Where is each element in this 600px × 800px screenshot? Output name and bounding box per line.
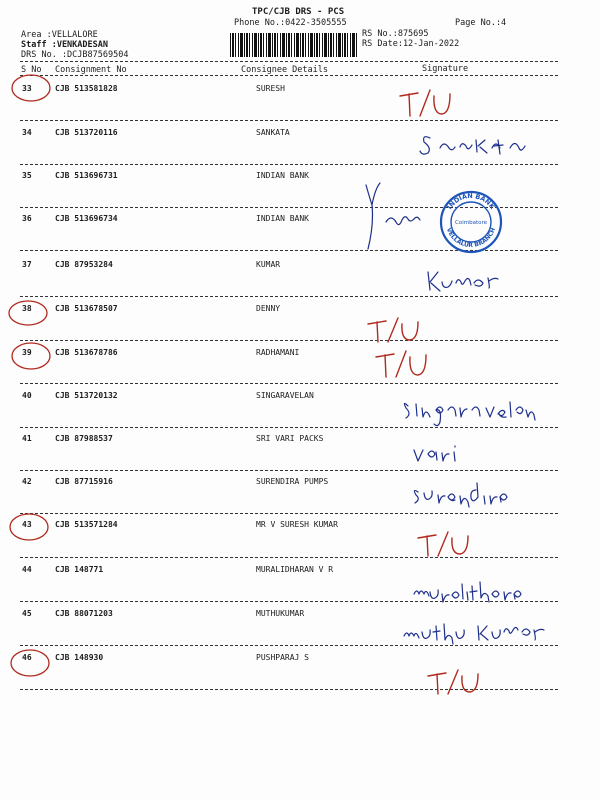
signature-indian-bank: [366, 183, 420, 249]
row-sno: 42: [22, 477, 32, 486]
row-consignment-number: CJB 513678786: [55, 348, 118, 357]
row-consignee-name: MURALIDHARAN V R: [256, 565, 334, 574]
row-consignment-number: CJB 513720116: [55, 128, 118, 137]
tu-mark-row-43: [418, 532, 468, 556]
phone-number: Phone No.:0422-3505555: [234, 18, 347, 28]
barcode: [230, 33, 358, 57]
row-consignment-number: CJB 513696734: [55, 214, 118, 223]
row-consignee-name: INDIAN BANK: [256, 214, 309, 223]
staff-label: Staff :VENKADESAN: [21, 40, 108, 50]
row-consignee-name: KUMAR: [256, 260, 281, 269]
stamp-text-city: Coimbatore: [455, 220, 487, 226]
drs-number: DRS No. :DCJB87569504: [21, 50, 129, 60]
row-divider: [20, 557, 558, 558]
row-consignment-number: CJB 513678507: [55, 304, 118, 313]
column-header-divider: [20, 75, 558, 76]
row-divider: [20, 645, 558, 646]
row-consignment-number: CJB 87988537: [55, 434, 113, 443]
bank-stamp: [441, 192, 501, 252]
row-consignee-name: DENNY: [256, 304, 281, 313]
row-consignee-name: SURENDIRA PUMPS: [256, 477, 329, 486]
row-consignee-name: SURESH: [256, 84, 285, 93]
row-consignment-number: CJB 87953284: [55, 260, 113, 269]
column-header-consignment: Consignment No: [55, 65, 127, 75]
row-divider: [20, 340, 558, 341]
row-consignment-number: CJB 87715916: [55, 477, 113, 486]
row-sno: 40: [22, 391, 32, 400]
signature-kumar: [428, 272, 498, 291]
row-divider: [20, 120, 558, 121]
row-divider: [20, 689, 558, 690]
rs-number: RS No.:875695: [362, 29, 429, 39]
row-sno: 33: [22, 84, 32, 93]
row-consignee-name: SANKATA: [256, 128, 290, 137]
header-divider: [20, 61, 558, 62]
circle-marks: [9, 75, 50, 676]
tu-mark-row-39: [376, 351, 426, 377]
row-sno: 41: [22, 434, 32, 443]
rs-date: RS Date:12-Jan-2022: [362, 39, 460, 49]
row-divider: [20, 513, 558, 514]
row-consignment-number: CJB 148930: [55, 653, 104, 662]
row-sno: 34: [22, 128, 32, 137]
column-header-consignee: Consignee Details: [241, 65, 328, 75]
row-consignee-name: SINGARAVELAN: [256, 391, 314, 400]
row-divider: [20, 427, 558, 428]
page-number: Page No.:4: [455, 18, 507, 28]
row-divider: [20, 207, 558, 208]
row-sno: 38: [22, 304, 32, 313]
row-sno: 35: [22, 171, 32, 180]
column-header-sno: S No: [21, 65, 42, 75]
row-sno: 46: [22, 653, 32, 662]
row-consignee-name: MR V SURESH KUMAR: [256, 520, 338, 529]
row-consignment-number: CJB 88071203: [55, 609, 113, 618]
signature-muralitharan: [414, 582, 521, 602]
row-consignee-name: SRI VARI PACKS: [256, 434, 324, 443]
signature-sankata: [420, 137, 525, 154]
row-consignment-number: CJB 148771: [55, 565, 104, 574]
row-consignee-name: RADHAMANI: [256, 348, 300, 357]
row-consignment-number: CJB 513696731: [55, 171, 118, 180]
tu-mark-row-38: [368, 318, 418, 342]
signature-singaravelan: [404, 402, 535, 426]
document-title: TPC/CJB DRS - PCS: [252, 7, 345, 17]
row-divider: [20, 470, 558, 471]
tu-mark-row-46: [428, 670, 478, 694]
tu-mark-row-33: [400, 90, 450, 116]
row-sno: 45: [22, 609, 32, 618]
signature-surendira: [414, 483, 507, 507]
row-consignee-name: PUSHPARAJ S: [256, 653, 309, 662]
row-sno: 39: [22, 348, 32, 357]
row-divider: [20, 601, 558, 602]
stamp-text-top: INDIAN BANK: [445, 191, 497, 211]
row-sno: 36: [22, 214, 32, 223]
row-sno: 37: [22, 260, 32, 269]
column-header-signature: Signature: [422, 64, 469, 74]
row-divider: [20, 383, 558, 384]
row-sno: 44: [22, 565, 32, 574]
row-divider: [20, 250, 558, 251]
row-sno: 43: [22, 520, 32, 529]
row-consignment-number: CJB 513720132: [55, 391, 118, 400]
signature-vari: [414, 446, 455, 461]
stamp-text-bottom: VELLALUR BRANCH: [444, 226, 498, 250]
signature-muthukumar: [404, 624, 544, 644]
row-consignee-name: MUTHUKUMAR: [256, 609, 305, 618]
row-consignee-name: INDIAN BANK: [256, 171, 309, 180]
row-divider: [20, 164, 558, 165]
row-consignment-number: CJB 513571284: [55, 520, 118, 529]
row-divider: [20, 296, 558, 297]
row-consignment-number: CJB 513581828: [55, 84, 118, 93]
area-label: Area :VELLALORE: [21, 30, 98, 40]
